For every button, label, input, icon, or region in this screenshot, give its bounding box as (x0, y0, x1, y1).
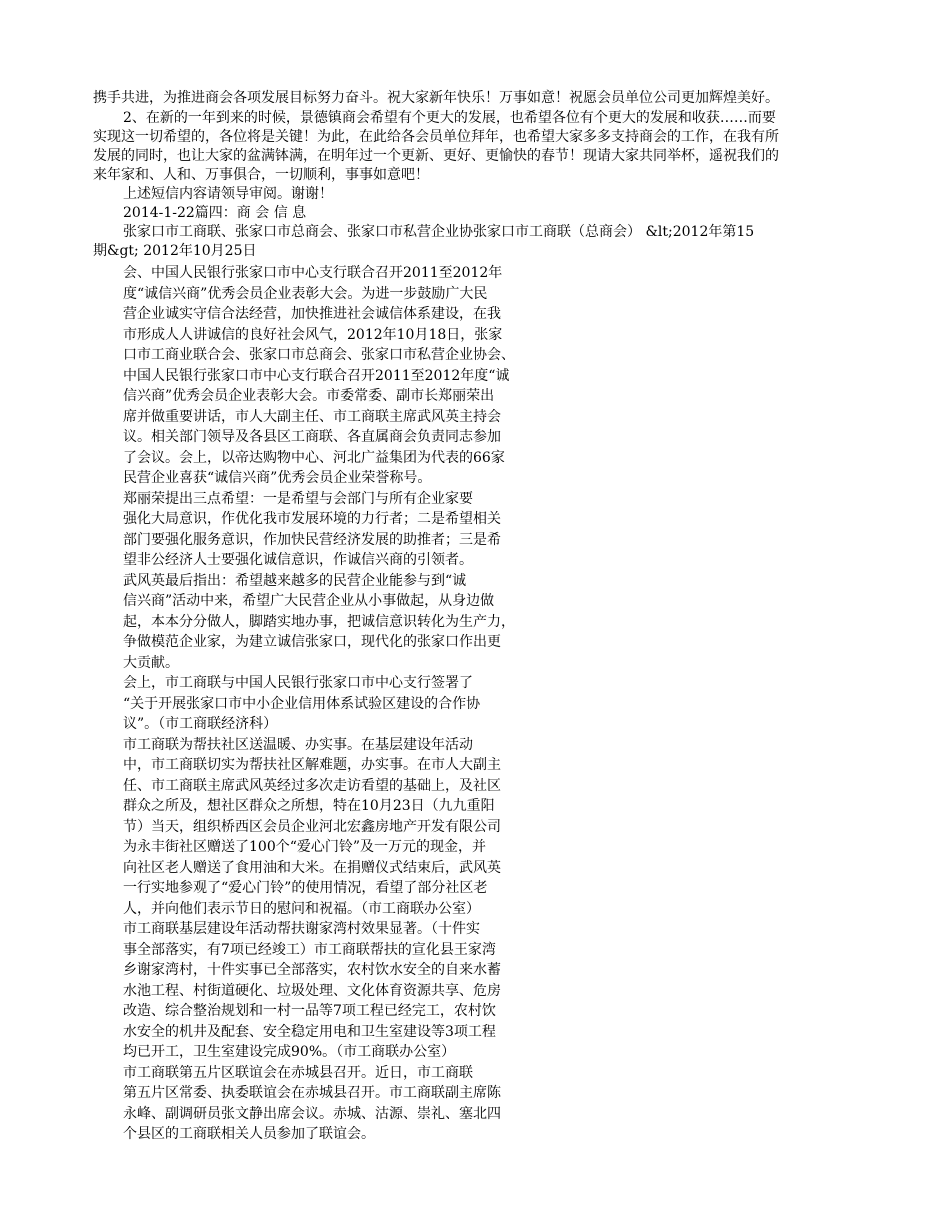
text-line: 度“诚信兴商”优秀会员企业表彰大会。为进一步鼓励广大民 (123, 286, 488, 302)
text-line: 第五片区常委、执委联谊会在赤城县召开。市工商联副主席陈 (123, 1085, 501, 1101)
text-line: 永峰、副调研员张文静出席会议。赤城、沽源、崇礼、塞北四 (123, 1106, 501, 1122)
text-line: “关于开展张家口市中小企业信用体系试验区建设的合作协 (123, 696, 481, 712)
text-line: 均已开工，卫生室建设完成90%。（市工商联办公室） (123, 1044, 456, 1060)
text-line: 任、市工商联主席武风英经过多次走访看望的基础上，及社区 (123, 778, 501, 794)
text-line: 席并做重要讲话，市人大副主任、市工商联主席武风英主持会 (123, 409, 501, 425)
text-line: 2、在新的一年到来的时候，景德镇商会希望有个更大的发展，也希望各位有个更大的发展和收获……而要 (123, 110, 776, 126)
text-line: 会上，市工商联与中国人民银行张家口市中心支行签署了 (123, 675, 473, 691)
text-line: 期&gt; 2012年10月25日 (93, 243, 257, 259)
text-line: 中国人民银行张家口市中心支行联合召开2011至2012年度“诚 (123, 368, 510, 384)
text-line: 事全部落实，有7项已经竣工）市工商联帮扶的宣化县王家湾 (123, 942, 496, 958)
text-line: 水池工程、村街道硬化、垃圾处理、文化体育资源共享、危房 (123, 983, 501, 999)
text-line: 大贡献。 (123, 655, 179, 671)
text-line: 望非公经济人士要强化诚信意识，作诚信兴商的引领者。 (123, 552, 473, 568)
text-line: 起，本本分分做人，脚踏实地办事，把诚信意识转化为生产力， (123, 614, 515, 630)
text-line: 强化大局意识，作优化我市发展环境的力行者；二是希望相关 (123, 511, 501, 527)
text-line: 民营企业喜获“诚信兴商”优秀会员企业荣誉称号。 (123, 470, 432, 486)
text-line: 营企业诚实守信合法经营，加快推进社会诚信体系建设，在我 (123, 306, 501, 322)
text-line: 人，并向他们表示节日的慰问和祝福。（市工商联办公室） (123, 901, 480, 917)
text-line: 2014-1-22篇四：商 会 信 息 (123, 205, 307, 221)
text-line: 武风英最后指出：希望越来越多的民营企业能参与到“诚 (123, 573, 467, 589)
text-line: 市工商联为帮扶社区送温暖、办实事。在基层建设年活动 (123, 737, 473, 753)
text-line: 水安全的机井及配套、安全稳定用电和卫生室建设等3项工程 (123, 1024, 496, 1040)
text-line: 乡谢家湾村，十件实事已全部落实，农村饮水安全的自来水蓄 (123, 962, 501, 978)
text-line: 部门要强化服务意识，作加快民营经济发展的助推者；三是希 (123, 532, 501, 548)
text-line: 争做模范企业家，为建立诚信张家口，现代化的张家口作出更 (123, 634, 501, 650)
text-line: 市工商联基层建设年活动帮扶谢家湾村效果显著。（十件实 (123, 921, 480, 937)
text-line: 议”。（市工商联经济科） (123, 716, 278, 732)
text-line: 个县区的工商联相关人员参加了联谊会。 (123, 1126, 375, 1142)
text-line: 上述短信内容请领导审阅。谢谢！ (123, 186, 333, 202)
text-line: 口市工商业联合会、张家口市总商会、张家口市私营企业协会、 (123, 347, 515, 363)
text-line: 信兴商”活动中来，希望广大民营企业从小事做起，从身边做 (123, 593, 495, 609)
text-line: 节）当天，组织桥西区会员企业河北宏鑫房地产开发有限公司 (123, 819, 501, 835)
text-line: 发展的同时，也让大家的盆满钵满，在明年过一个更新、更好、更愉快的春节！现请大家共同举杯，遥祝我们的 (93, 148, 779, 164)
text-line: 市工商联第五片区联谊会在赤城县召开。近日，市工商联 (123, 1065, 473, 1081)
text-line: 一行实地参观了“爱心门铃”的使用情况，看望了部分社区老 (123, 880, 488, 896)
text-line: 了会议。会上，以帝达购物中心、河北广益集团为代表的66家 (123, 450, 505, 466)
text-line: 张家口市工商联、张家口市总商会、张家口市私营企业协张家口市工商联（总商会） &lt;2012年第15 (123, 224, 755, 240)
text-line: 为永丰街社区赠送了100个“爱心门铃”及一万元的现金，并 (123, 839, 487, 855)
text-line: 改造、综合整治规划和一村一品等7项工程已经完工，农村饮 (123, 1003, 496, 1019)
text-line: 中，市工商联切实为帮扶社区解难题，办实事。在市人大副主 (123, 757, 501, 773)
text-line: 郑丽荣提出三点希望：一是希望与会部门与所有企业家要 (123, 491, 473, 507)
text-line: 议。相关部门领导及各县区工商联、各直属商会负责同志参加 (123, 429, 501, 445)
text-line: 来年家和、人和、万事俱合，一切顺利，事事如意吧！ (93, 167, 429, 183)
text-line: 会、中国人民银行张家口市中心支行联合召开2011至2012年 (123, 265, 503, 281)
text-line: 实现这一切希望的，各位将是关键！为此，在此给各会员单位拜年，也希望大家多多支持商会的工作，在我有所 (93, 129, 779, 145)
text-line: 信兴商”优秀会员企业表彰大会。市委常委、副市长郑丽荣出 (123, 388, 495, 404)
text-line: 携手共进，为推进商会各项发展目标努力奋斗。祝大家新年快乐！万事如意！祝愿会员单位公司更加辉煌美好。 (93, 90, 779, 106)
text-line: 群众之所及，想社区群众之所想，特在10月23日（九九重阳 (123, 798, 495, 814)
text-line: 市形成人人讲诚信的良好社会风气，2012年10月18日，张家 (123, 327, 503, 343)
text-line: 向社区老人赠送了食用油和大米。在捐赠仪式结束后，武风英 (123, 860, 501, 876)
